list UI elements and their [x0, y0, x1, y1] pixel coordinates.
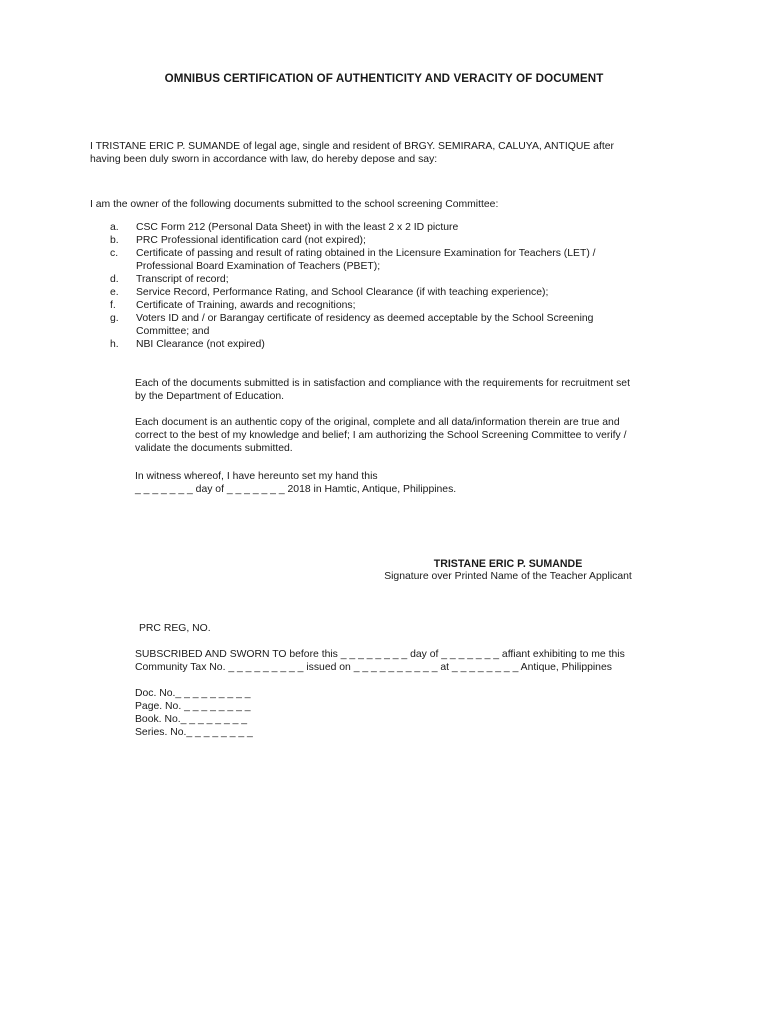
prc-reg-number: PRC REG, NO. [139, 623, 211, 634]
signatory-name: TRISTANE ERIC P. SUMANDE [433, 558, 583, 570]
documents-list [110, 221, 670, 351]
list-item-text: Transcript of record; [136, 274, 229, 285]
list-item-text: PRC Professional identification card (not expired); [136, 235, 366, 246]
list-item [110, 247, 670, 273]
page-number: Page. No. _ _ _ _ _ _ _ _ [135, 701, 251, 712]
paragraph-line: _ _ _ _ _ _ _ day of _ _ _ _ _ _ _ 2018 in Hamtic, Antique, Philippines. [135, 484, 457, 495]
paragraph-line: by the Department of Education. [135, 391, 285, 402]
list-item [110, 299, 670, 312]
book-number: Book. No._ _ _ _ _ _ _ _ [135, 714, 248, 725]
list-marker: e. [110, 287, 119, 298]
paragraph-line: Each of the documents submitted is in satisfaction and compliance with the requirements for recruitment set [135, 378, 630, 389]
list-item-text: CSC Form 212 (Personal Data Sheet) in with the least 2 x 2 ID picture [136, 222, 459, 233]
intro-line: having been duly sworn in accordance with law, do hereby depose and say: [90, 154, 438, 165]
list-item-text: Certificate of passing and result of rating obtained in the Licensure Examination for Teachers (LET) / [136, 248, 596, 259]
list-marker: b. [110, 235, 119, 246]
list-item [110, 286, 670, 299]
list-marker: f. [110, 300, 116, 311]
list-item-text: Certificate of Training, awards and recognitions; [136, 300, 356, 311]
intro-paragraph [90, 140, 690, 166]
compliance-paragraph [135, 377, 675, 403]
owner-statement: I am the owner of the following documents submitted to the school screening Committee: [90, 199, 499, 210]
notarial-references [135, 687, 435, 739]
list-item [110, 338, 670, 351]
intro-line: I TRISTANE ERIC P. SUMANDE of legal age, single and resident of BRGY. SEMIRARA, CALUYA, ANTIQUE after [90, 141, 614, 152]
paragraph-line: correct to the best of my knowledge and belief; I am authorizing the School Screening Committee to verify / [135, 430, 627, 441]
list-item-text: Professional Board Examination of Teachers (PBET); [136, 261, 381, 272]
list-marker: a. [110, 222, 119, 233]
list-marker: h. [110, 339, 119, 350]
list-marker: d. [110, 274, 119, 285]
paragraph-line: Community Tax No. _ _ _ _ _ _ _ _ _ issued on _ _ _ _ _ _ _ _ _ _ at _ _ _ _ _ _ _ _ Antique, Philippines [135, 662, 612, 673]
doc-number: Doc. No._ _ _ _ _ _ _ _ _ [135, 688, 251, 699]
list-item [110, 312, 670, 338]
witness-paragraph [135, 470, 675, 496]
list-item-text: Service Record, Performance Rating, and School Clearance (if with teaching experience); [136, 287, 549, 298]
list-item-text: Voters ID and / or Barangay certificate of residency as deemed acceptable by the School Screening [136, 313, 594, 324]
paragraph-line: validate the documents submitted. [135, 443, 293, 454]
jurat-paragraph [135, 648, 695, 674]
signatory-caption: Signature over Printed Name of the Teacher Applicant [384, 571, 632, 582]
document-title: OMNIBUS CERTIFICATION OF AUTHENTICITY AND VERACITY OF DOCUMENT [164, 72, 604, 85]
list-item-text: NBI Clearance (not expired) [136, 339, 265, 350]
list-item [110, 273, 670, 286]
list-marker: c. [110, 248, 119, 259]
list-marker: g. [110, 313, 119, 324]
list-item-text: Committee; and [136, 326, 210, 337]
authenticity-paragraph [135, 416, 675, 455]
list-item [110, 234, 670, 247]
series-number: Series. No._ _ _ _ _ _ _ _ [135, 727, 253, 738]
list-item [110, 221, 670, 234]
paragraph-line: Each document is an authentic copy of the original, complete and all data/information therein are true and [135, 417, 620, 428]
paragraph-line: In witness whereof, I have hereunto set my hand this [135, 471, 378, 482]
paragraph-line: SUBSCRIBED AND SWORN TO before this _ _ _ _ _ _ _ _ day of _ _ _ _ _ _ _ affiant exhibiting to me this [135, 649, 625, 660]
